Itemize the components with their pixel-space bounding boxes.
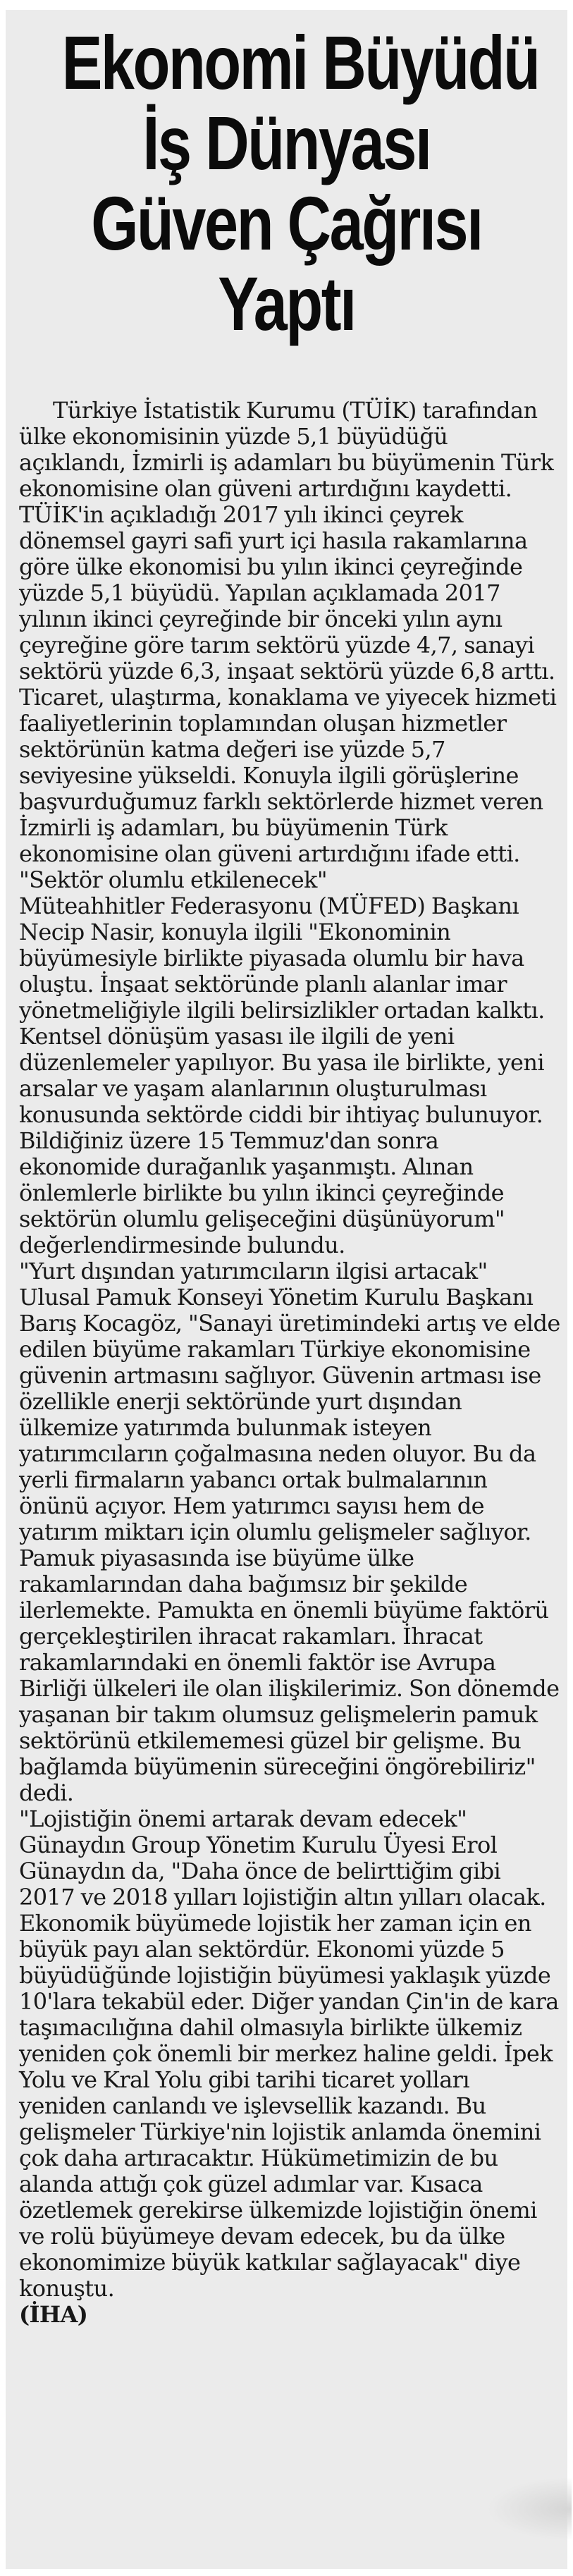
- headline: [61, 10, 539, 346]
- cotton-council-quote-paragraph: Ulusal Pamuk Konseyi Yönetim Kurulu Başkanı Barış Kocagöz, "Sanayi üretimindeki artış ve elde edilen büyüme rakamları Türkiye ekonomisine güvenin artmasını sağlıyor. Güvenin artması ise özellikle enerji sektöründe yurt dışından ülkemize yatırımda bulunmak isteyen yatırımcıların çoğalmasına neden oluyor. Bu da yerli firmaların yabancı ortak bulmalarının önünü açıyor. Hem yatırımcı sayısı hem de yatırım miktarı için olumlu gelişmeler sağlıyor. Pamuk piyasasında ise büyüme ülke rakamlarından daha bağımsız bir şekilde ilerlemekte. Pamukta en önemli büyüme faktörü gerçekleştirilen ihracat rakamları. İhracat rakamlarındaki en önemli faktör ise Avrupa Birliği ülkeleri ile olan ilişkilerimiz. Son dönemde yaşanan bir takım olumsuz gelişmelerin pamuk sektörünü etkilememesi güzel bir gelişme. Bu bağlamda büyümenin süreceğini öngörebiliriz" dedi.: [19, 1284, 560, 1806]
- subheading-logistics: "Lojistiğin önemi artarak devam edecek": [19, 1805, 467, 1832]
- headline-line-1: Ekonomi Büyüdü: [61, 20, 539, 105]
- source-credit: (İHA): [19, 2301, 88, 2328]
- article-body: [19, 398, 560, 2328]
- subheading-sector: "Sektör olumlu etkilenecek": [19, 866, 327, 893]
- logistics-quote-paragraph: Günaydın Group Yönetim Kurulu Üyesi Erol Günaydın da, "Daha önce de belirttiğim gibi 2017 ve 2018 yılları lojistiğin altın yılları olacak. Ekonomik büyümede lojistik her zaman için en büyük payı alan sektördür. Ekonomi yüzde 5 büyüdüğünde lojistiğin büyümesi yaklaşık yüzde 10'lara tekabül eder. Diğer yandan Çin'in de kara taşımacılığına dahil olmasıyla birlikte ülkemiz yeniden çok önemli bir merkez haline geldi. İpek Yolu ve Kral Yolu gibi tarihi ticaret yolları yeniden canlandı ve işlevsellik kazandı. Bu gelişmeler Türkiye'nin lojistik anlamda önemini çok daha artıracaktır. Hükümetimizin de bu alanda attığı çok güzel adımlar var. Kısaca özetlemek gerekirse ülkemizde lojistiğin önemi ve rolü büyümeye devam edecek, bu da ülke ekonomimize büyük katkılar sağlayacak" diye konuştu.: [19, 1832, 559, 2302]
- headline-line-2: İş Dünyası: [142, 100, 431, 185]
- headline-line-4: Yaptı: [218, 261, 355, 346]
- intro-paragraph: Türkiye İstatistik Kurumu (TÜİK) tarafından ülke ekonomisinin yüzde 5,1 büyüdüğü açıklandı, İzmirli iş adamları bu büyümenin Türk ekonomisine olan güveni artırdığını kaydetti. TÜİK'in açıkladığı 2017 yılı ikinci çeyrek dönemsel gayri safi yurt içi hasıla rakamlarına göre ülke ekonomisi bu yılın ikinci çeyreğinde yüzde 5,1 büyüdü. Yapılan açıklamada 2017 yılının ikinci çeyreğinde bir önceki yılın aynı çeyreğine göre tarım sektörü yüzde 4,7, sanayi sektörü yüzde 6,3, inşaat sektörü yüzde 6,8 arttı. Ticaret, ulaştırma, konaklama ve yiyecek hizmeti faaliyetlerinin toplamından oluşan hizmetler sektörünün katma değeri ise yüzde 5,7 seviyesine yükseldi. Konuyla ilgili görüşlerine başvurduğumuz farklı sektörlerde hizmet veren İzmirli iş adamları, bu büyümenin Türk ekonomisine olan güveni artırdığını ifade etti.: [19, 397, 557, 867]
- subheading-foreign-investors: "Yurt dışından yatırımcıların ilgisi artacak": [19, 1258, 488, 1284]
- news-clipping: [6, 10, 567, 2569]
- mufed-quote-paragraph: Müteahhitler Federasyonu (MÜFED) Başkanı Necip Nasir, konuyla ilgili "Ekonominin büyümesiyle birlikte piyasada olumlu bir hava oluştu. İnşaat sektöründe planlı alanlar imar yönetmeliğiyle ilgili belirsizlikler ortadan kalktı. Kentsel dönüşüm yasası ile ilgili de yeni düzenlemeler yapılıyor. Bu yasa ile birlikte, yeni arsalar ve yaşam alanlarının oluşturulması konusunda sektörde ciddi bir ihtiyaç bulunuyor. Bildiğiniz üzere 15 Temmuz'dan sonra ekonomide durağanlık yaşanmıştı. Alınan önlemlerle birlikte bu yılın ikinci çeyreğinde sektörün olumlu gelişeceğini düşünüyorum" değerlendirmesinde bulundu.: [19, 893, 545, 1258]
- headline-line-3: Güven Çağrısı: [91, 180, 482, 266]
- paper-fold-mark: [487, 2477, 572, 2541]
